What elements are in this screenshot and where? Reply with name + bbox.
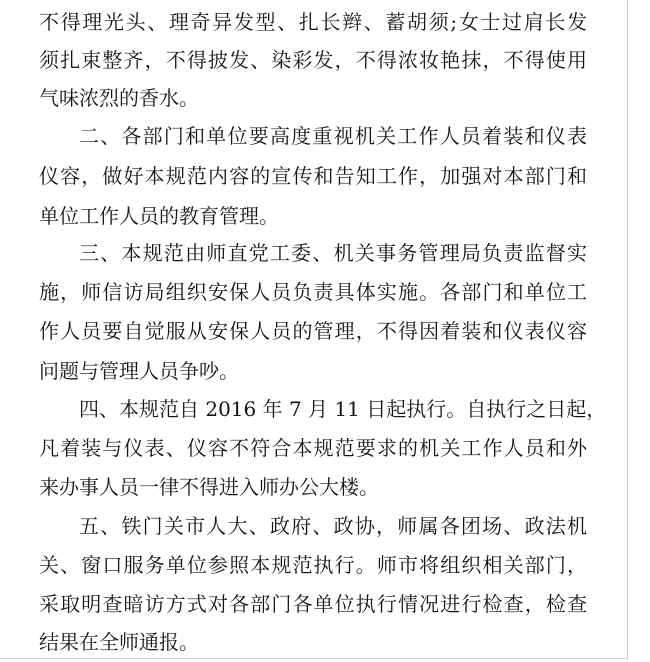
text-line: 结果在全师通报。: [39, 630, 199, 654]
text-line: 单位工作人员的教育管理。: [39, 204, 279, 228]
text-line: 不得理光头、理奇异发型、扎长辫、蓄胡须;女士过肩长发: [39, 10, 587, 34]
text-line: 气味浓烈的香水。: [39, 86, 199, 110]
text-line: 凡着装与仪表、仪容不符合本规范要求的机关工作人员和外: [39, 436, 587, 460]
page-edge-divider: [627, 0, 628, 660]
text-line: 须扎束整齐，不得披发、染彩发，不得浓妆艳抹，不得使用: [39, 48, 587, 72]
paragraph-heading-line: 二、各部门和单位要高度重视机关工作人员着装和仪表: [79, 124, 587, 148]
text-line: 问题与管理人员争吵。: [39, 359, 239, 383]
paragraph-heading-line: 五、铁门关市人大、政府、政协，师属各团场、政法机: [79, 514, 587, 538]
paragraph-heading-line: 四、本规范自 2016 年 7 月 11 日起执行。自执行之日起，: [79, 397, 607, 421]
text-line: 采取明查暗访方式对各部门各单位执行情况进行检查，检查: [39, 592, 587, 616]
text-line: 作人员要自觉服从安保人员的管理，不得因着装和仪表仪容: [39, 319, 587, 343]
text-line: 关、窗口服务单位参照本规范执行。师市将组织相关部门，: [39, 553, 587, 577]
text-line: 来办事人员一律不得进入师办公大楼。: [39, 475, 379, 499]
text-line: 施，师信访局组织安保人员负责具体实施。各部门和单位工: [39, 280, 587, 304]
text-line: 仪容，做好本规范内容的宣传和告知工作，加强对本部门和: [39, 164, 587, 188]
paragraph-heading-line: 三、本规范由师直党工委、机关事务管理局负责监督实: [79, 241, 587, 265]
